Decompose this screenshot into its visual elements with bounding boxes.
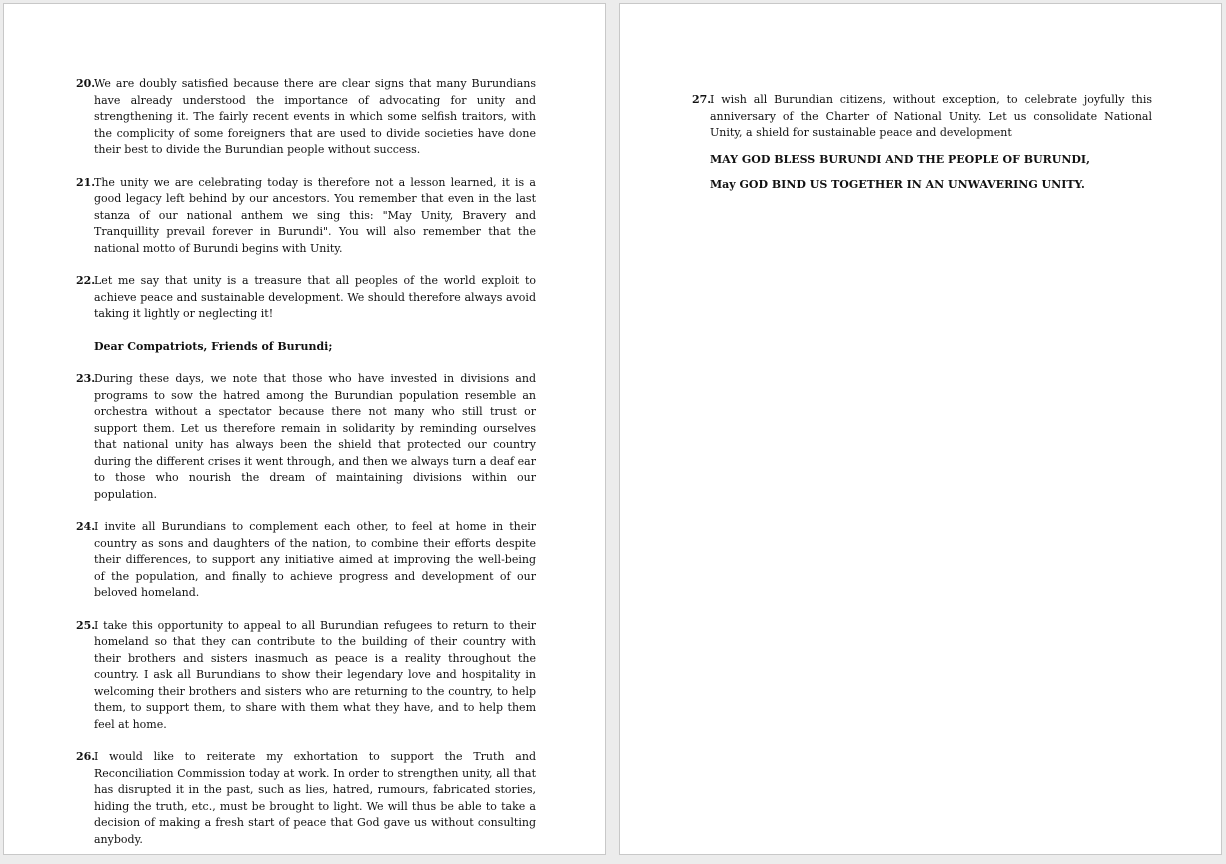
- paragraph-26: [76, 749, 536, 848]
- paragraph-21: [76, 175, 536, 258]
- paragraph-number: 27.: [692, 93, 712, 106]
- paragraph-27: [692, 92, 1152, 142]
- paragraph-number: 20.: [76, 77, 96, 90]
- paragraph-22: [76, 273, 536, 323]
- paragraph-number: 24.: [76, 520, 96, 533]
- paragraph-text: I take this opportunity to appeal to all Burundian refugees to return to their homeland so that they can contribute to the building of their country with their brothers and sisters inasmuch as peace is a reality throughout the country. I ask all Burundians to show their legendary love and hospitality in welcoming their brothers and sisters who are returning to the country, to help them, to support them, to share with them what they have, and to help them feel at home.: [94, 618, 536, 731]
- paragraph-text: The unity we are celebrating today is therefore not a lesson learned, it is a good legacy left behind by our ancestors. You remember that even in the last stanza of our national anthem we sing this: "May Unity, Bravery and Tranquillity prevail forever in Burundi". You will also remember that the national motto of Burundi begins with Unity.: [94, 175, 536, 255]
- paragraph-text: Let me say that unity is a treasure that all peoples of the world exploit to achieve peace and sustainable development. We should therefore always avoid taking it lightly or neglecting it!: [94, 274, 536, 320]
- paragraph-text: I would like to reiterate my exhortation to support the Truth and Reconciliation Commission today at work. In order to strengthen unity, all that has disrupted it in the past, such as lies, hatred, rumours, fabricated stories, hiding the truth, etc., must be brought to light. We will thus be able to take a decision of making a fresh start of peace that God gave us without consulting anybody.: [94, 750, 536, 846]
- closing-blessing: MAY GOD BLESS BURUNDI AND THE PEOPLE OF BURUNDI,: [710, 152, 1090, 166]
- paragraph-number: 22.: [76, 274, 96, 287]
- paragraph-number: 21.: [76, 175, 96, 189]
- document-page-left: [3, 3, 606, 855]
- page-body: [76, 76, 536, 864]
- salutation-heading: Dear Compatriots, Friends of Burundi;: [94, 339, 333, 353]
- paragraph-20: [76, 76, 536, 159]
- paragraph-text: During these days, we note that those who have invested in divisions and programs to sow the hatred among the Burundian population resemble an orchestra without a spectator because there not many who still trust or support them. Let us therefore remain in solidarity by reminding ourselves that national unity has always been the shield that protected our country during the different crises it went through, and then we always turn a deaf ear to those who nourish the dream of maintaining divisions within our population.: [94, 372, 536, 501]
- paragraph-text: I invite all Burundians to complement each other, to feel at home in their country as sons and daughters of the nation, to combine their efforts despite their differences, to support any initiative aimed at improving the well-being of the population, and finally to achieve progress and development of our beloved homeland.: [94, 520, 536, 599]
- document-page-right: [619, 3, 1222, 855]
- paragraph-text: We are doubly satisfied because there are clear signs that many Burundians have already understood the importance of advocating for unity and strengthening it. The fairly recent events in which some selfish traitors, with the complicity of some foreigners that are used to divide societies have done their best to divide the Burundian people without success.: [94, 77, 536, 156]
- paragraph-text: I wish all Burundian citizens, without exception, to celebrate joyfully this anniversary of the Charter of National Unity. Let us consolidate National Unity, a shield for sustainable peace and development: [710, 93, 1152, 139]
- paragraph-number: 23.: [76, 372, 96, 385]
- paragraph-number: 25.: [76, 618, 96, 632]
- paragraph-number: 26.: [76, 750, 96, 763]
- closing-unity: May GOD BIND US TOGETHER IN AN UNWAVERING UNITY.: [710, 178, 1085, 191]
- paragraph-23: [76, 371, 536, 503]
- paragraph-25: [76, 618, 536, 734]
- paragraph-24: [76, 519, 536, 602]
- page-body: [692, 92, 1152, 203]
